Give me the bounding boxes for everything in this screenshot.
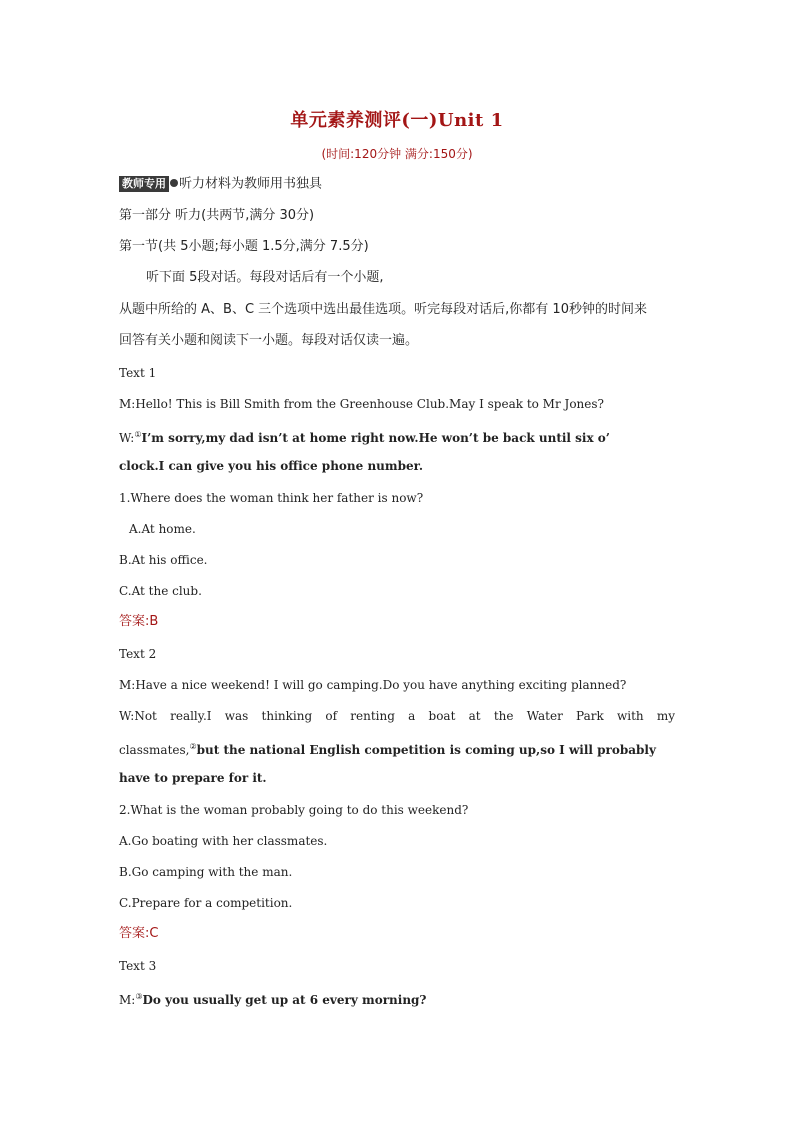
- text2-w-line-1: W:Not really.I was thinking of renting a boat at the Water Park with my: [119, 709, 675, 723]
- text2-w-line-2: classmates,②but the national English competition is coming up,so I will probably: [119, 742, 656, 757]
- question-1: 1.Where does the woman think her father is now?: [119, 491, 424, 505]
- section1-heading: 第一节(共 5小题;每小题 1.5分,满分 7.5分): [119, 239, 369, 254]
- page-subtitle: (时间:120分钟 满分:150分): [321, 147, 473, 161]
- q1-option-c: C.At the club.: [119, 584, 202, 598]
- instructions-line-3: 回答有关小题和阅读下一小题。每段对话仅读一遍。: [119, 333, 419, 348]
- text1-w-line-2: clock.I can give you his office phone number.: [119, 459, 424, 473]
- instructions-line-1: 听下面 5段对话。每段对话后有一个小题,: [146, 270, 384, 285]
- teacher-note: [119, 176, 679, 193]
- marker-3: ③: [135, 992, 143, 1001]
- teacher-note-text: 听力材料为教师用书独具: [179, 176, 323, 192]
- q2-option-c: C.Prepare for a competition.: [119, 896, 293, 910]
- question-2: 2.What is the woman probably going to do this weekend?: [119, 803, 469, 817]
- text2-m-line: M:Have a nice weekend! I will go camping.Do you have anything exciting planned?: [119, 678, 627, 692]
- q1-option-a: A.At home.: [129, 522, 196, 536]
- text2-w-line-3: have to prepare for it.: [119, 771, 267, 785]
- text2-label: Text 2: [119, 647, 157, 661]
- badge-dot-icon: [170, 179, 178, 187]
- q2-option-a: A.Go boating with her classmates.: [119, 834, 328, 848]
- text1-m-line: M:Hello! This is Bill Smith from the Greenhouse Club.May I speak to Mr Jones?: [119, 397, 604, 411]
- marker-2: ②: [189, 742, 197, 751]
- text1-label: Text 1: [119, 366, 157, 380]
- q2-option-b: B.Go camping with the man.: [119, 865, 293, 879]
- text1-w-line-1: W:①I’m sorry,my dad isn’t at home right now.He won’t be back until six o’: [119, 430, 610, 445]
- instructions-line-2: 从题中所给的 A、B、C 三个选项中选出最佳选项。听完每段对话后,你都有 10秒钟的时间来: [119, 302, 647, 317]
- text3-m-line: M:③Do you usually get up at 6 every morning?: [119, 992, 427, 1007]
- text3-label: Text 3: [119, 959, 157, 973]
- marker-1: ①: [134, 430, 142, 439]
- teacher-badge: 教师专用: [119, 176, 169, 192]
- answer-2: 答案:C: [119, 926, 159, 941]
- q1-option-b: B.At his office.: [119, 553, 208, 567]
- page-title: 单元素养测评(一)Unit 1: [290, 110, 504, 131]
- answer-1: 答案:B: [119, 614, 159, 629]
- part1-heading: 第一部分 听力(共两节,满分 30分): [119, 208, 315, 223]
